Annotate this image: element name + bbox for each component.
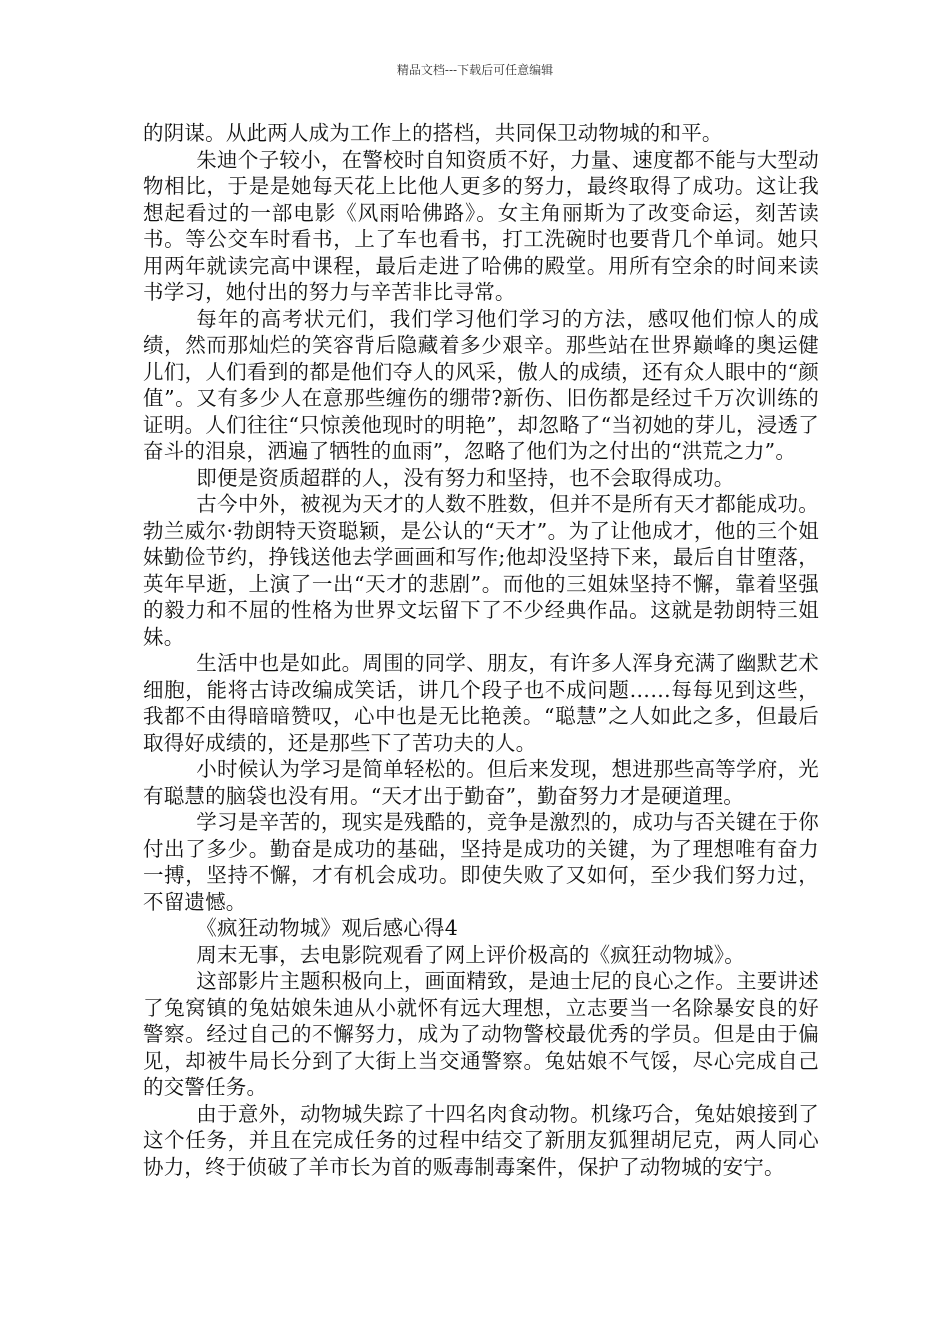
paragraph: 由于意外，动物城失踪了十四名肉食动物。机缘巧合，兔姑娘接到了这个任务，并且在完成任务的过程中结交了新朋友狐狸胡尼克，两人同心协力，终于侦破了羊市长为首的贩毒制毒案件，保护了动物城的安宁。 (143, 1101, 819, 1179)
paragraph: 的阴谋。从此两人成为工作上的搭档，共同保卫动物城的和平。 (143, 121, 723, 145)
paragraph: 每年的高考状元们，我们学习他们学习的方法，感叹他们惊人的成绩，然而那灿烂的笑容背后隐藏着多少艰辛。那些站在世界巅峰的奥运健儿们，人们看到的都是他们夺人的风采，傲人的成绩，还有众人眼中的“颜值”。又有多少人在意那些缠伤的绷带?新伤、旧伤都是经过千万次训练的证明。人们往往“只惊羡他现时的明艳”，却忽略了“当初她的芽儿，浸透了奋斗的泪泉，洒遍了牺牲的血雨”，忽略了他们为之付出的“洪荒之力”。 (143, 306, 819, 463)
page-header: 精品文档---下载后可任意编辑 (396, 63, 554, 77)
paragraph: 朱迪个子较小，在警校时自知资质不好，力量、速度都不能与大型动物相比，于是是她每天花上比他人更多的努力，最终取得了成功。这让我想起看过的一部电影《风雨哈佛路》。女主角丽斯为了改变命运，刻苦读书。等公交车时看书，上了车也看书，打工洗碗时也要背几个单词。她只用两年就读完高中课程，最后走进了哈佛的殿堂。用所有空余的时间来读书学习，她付出的努力与辛苦非比寻常。 (143, 147, 819, 304)
paragraph: 周末无事，去电影院观看了网上评价极高的《疯狂动物城》。 (196, 942, 745, 967)
paragraph: 这部影片主题积极向上，画面精致，是迪士尼的良心之作。主要讲述了兔窝镇的兔姑娘朱迪从小就怀有远大理想，立志要当一名除暴安良的好警察。经过自己的不懈努力，成为了动物警校最优秀的学员。但是由于偏见，却被牛局长分到了大街上当交通警察。兔姑娘不气馁，尽心完成自己的交警任务。 (143, 969, 819, 1099)
paragraph: 生活中也是如此。周围的同学、朋友，有许多人浑身充满了幽默艺术细胞，能将古诗改编成笑话，讲几个段子也不成问题……每每见到这些，我都不由得暗暗赞叹，心中也是无比艳羡。“聪慧”之人如此之多，但最后取得好成绩的，还是那些下了苦功夫的人。 (143, 651, 819, 755)
paragraph: 小时候认为学习是简单轻松的。但后来发现，想进那些高等学府，光有聪慧的脑袋也没有用。“天才出于勤奋”，勤奋努力才是硬道理。 (143, 757, 819, 808)
paragraph: 古今中外，被视为天才的人数不胜数，但并不是所有天才都能成功。勃兰威尔·勃朗特天资聪颖，是公认的“天才”。为了让他成才，他的三个姐妹勤俭节约，挣钱送他去学画画和写作;他却没坚持下来，最后自甘堕落，英年早逝，上演了一出“天才的悲剧”。而他的三姐妹坚持不懈，靠着坚强的毅力和不屈的性格为世界文坛留下了不少经典作品。这就是勃朗特三姐妹。 (143, 492, 819, 649)
paragraph: 即便是资质超群的人，没有努力和坚持，也不会取得成功。 (196, 465, 735, 490)
document-body (143, 120, 819, 1180)
paragraph: 学习是辛苦的，现实是残酷的，竞争是激烈的，成功与否关键在于你付出了多少。勤奋是成功的基础，坚持是成功的关键，为了理想唯有奋力一搏，坚持不懈，才有机会成功。即使失败了又如何，至少我们努力过，不留遗憾。 (143, 810, 819, 914)
section-heading: 《疯狂动物城》观后感心得4 (196, 916, 458, 940)
